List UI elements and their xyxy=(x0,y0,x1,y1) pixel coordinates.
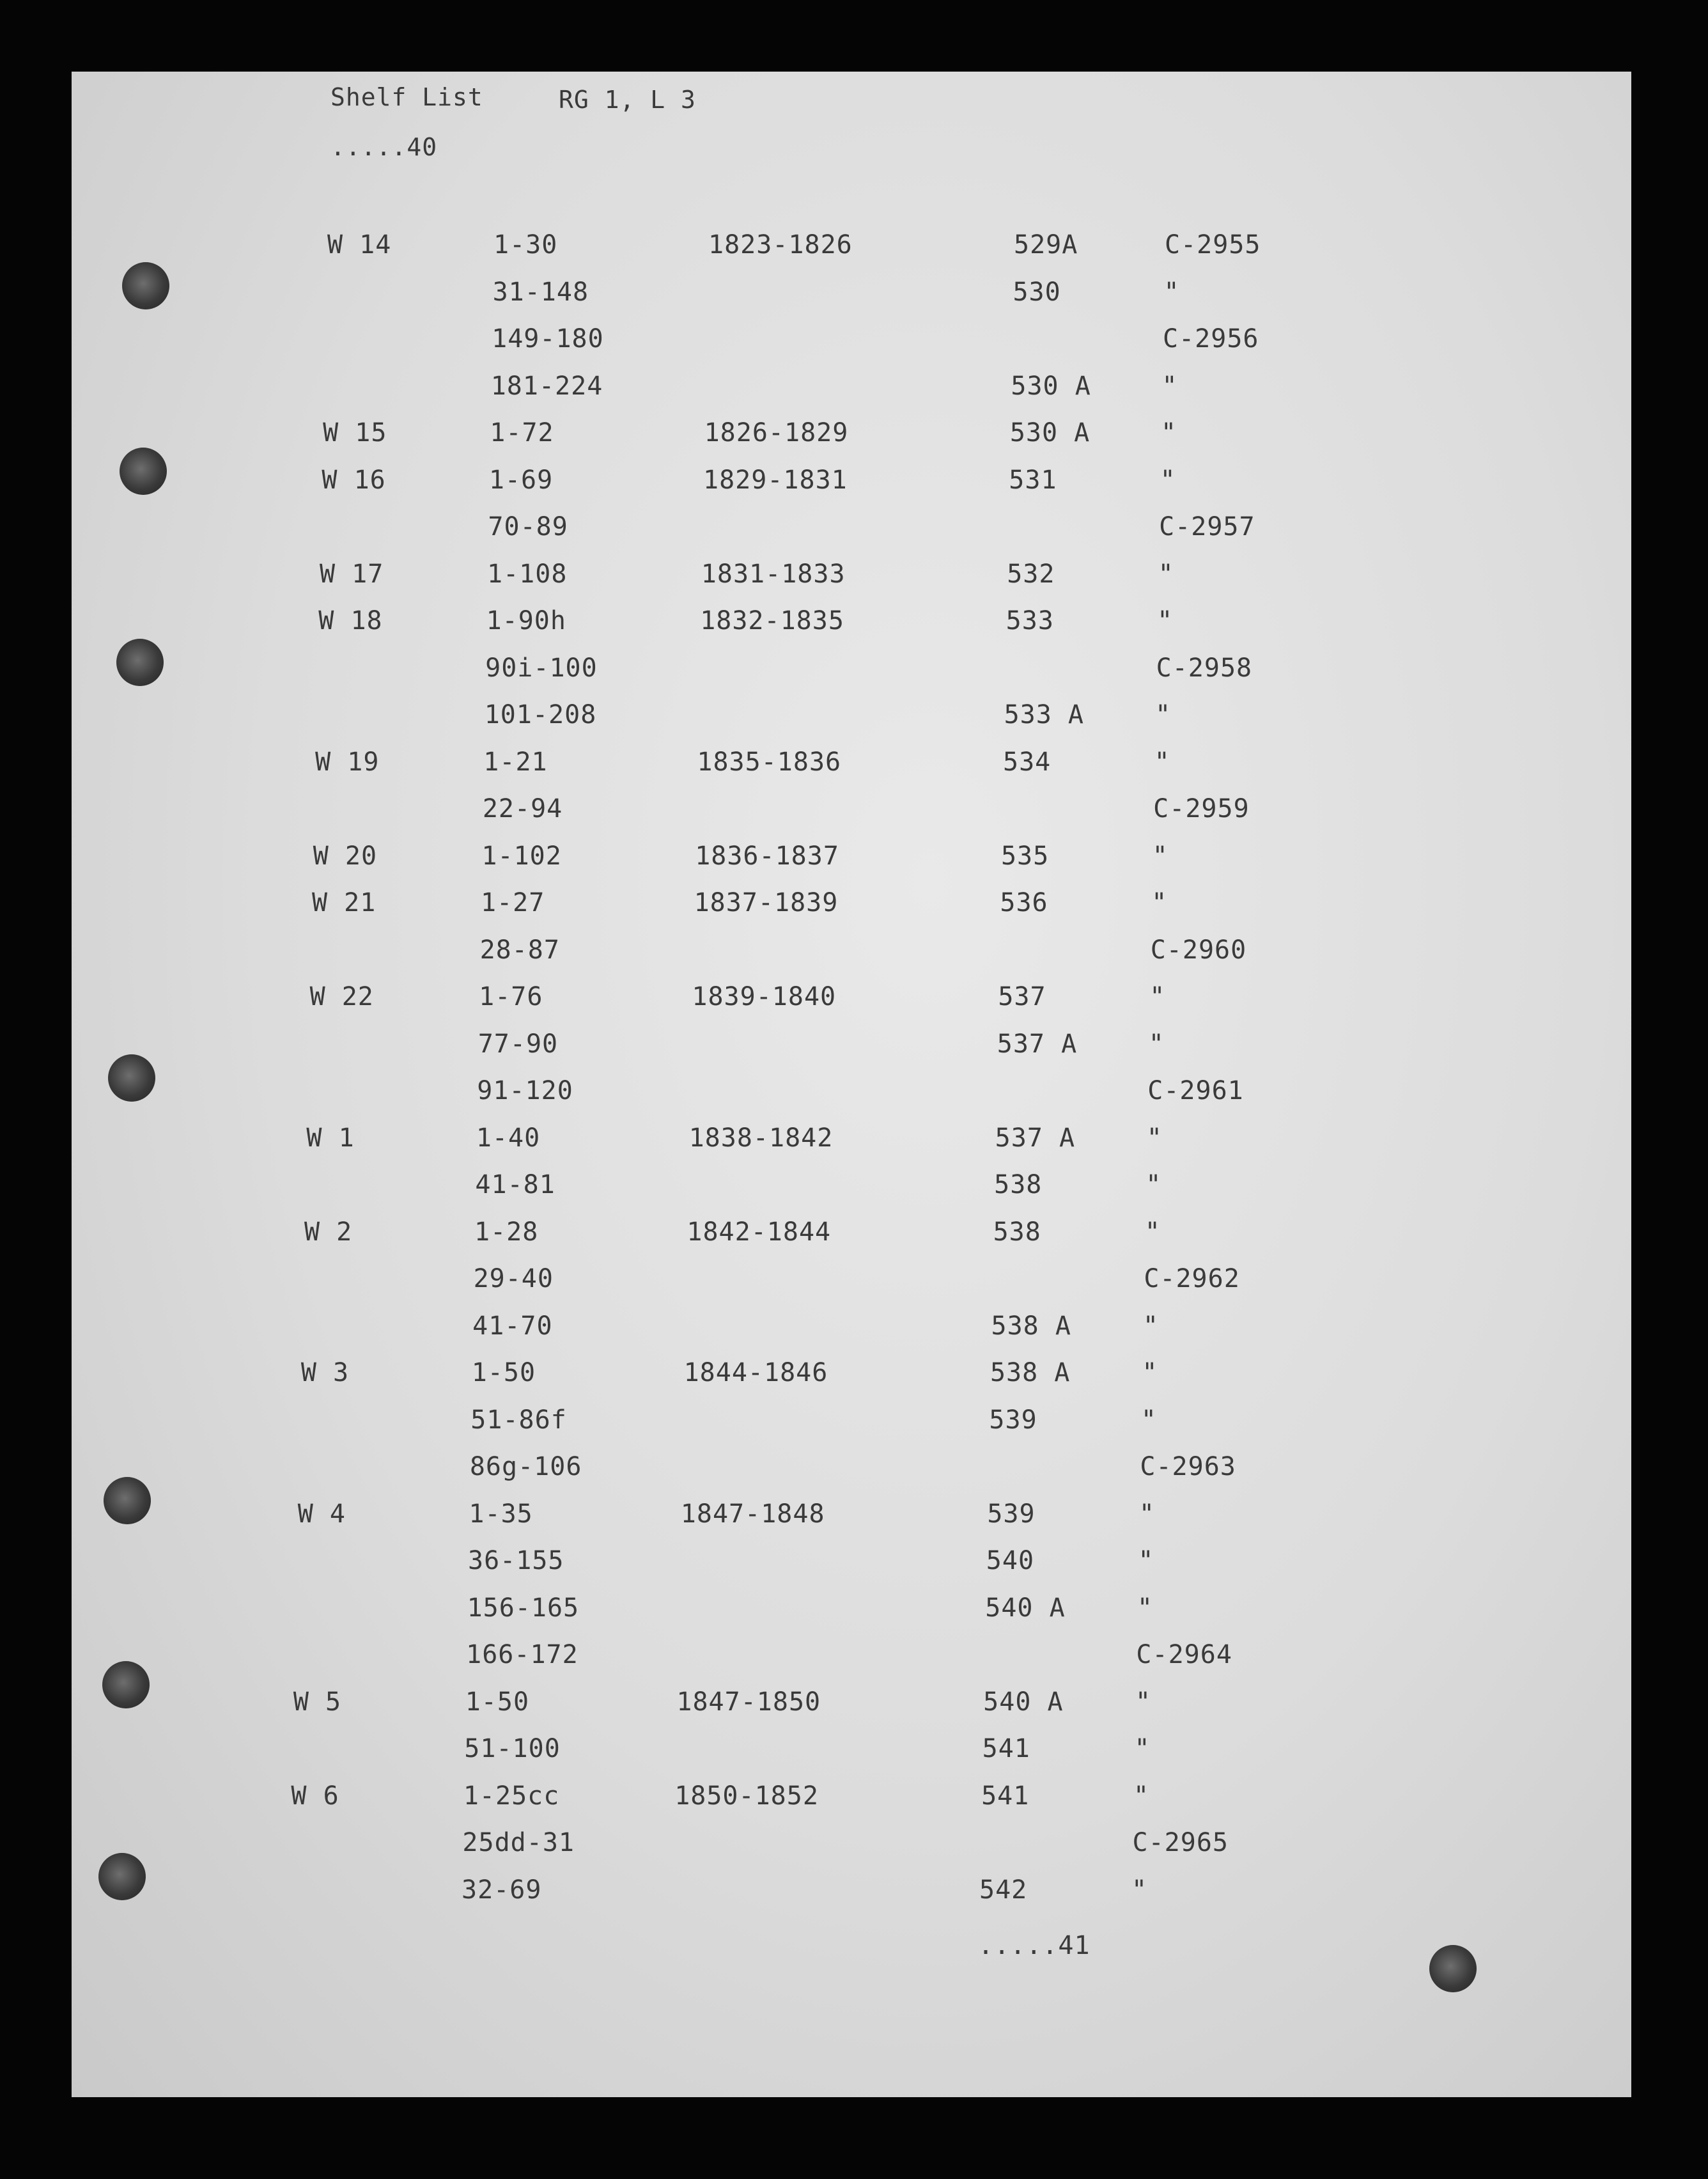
dates-cell: 1829-1831 xyxy=(703,465,848,495)
reel-cell: C-2963 xyxy=(1140,1452,1236,1481)
range-cell: 1-27 xyxy=(481,888,545,918)
range-cell: 51-86f xyxy=(470,1405,567,1435)
box-cell: 541 xyxy=(981,1781,1030,1811)
reel-cell: " xyxy=(1138,1499,1155,1529)
series-cell: W 16 xyxy=(322,465,386,495)
reel-cell: C-2956 xyxy=(1163,324,1259,354)
series-cell: W 20 xyxy=(313,841,378,871)
reel-cell: C-2965 xyxy=(1132,1828,1229,1857)
series-cell: W 3 xyxy=(300,1358,350,1387)
range-cell: 70-89 xyxy=(488,512,568,542)
box-cell: 532 xyxy=(1007,559,1055,589)
reel-cell: " xyxy=(1155,700,1172,730)
range-cell: 31-148 xyxy=(492,277,589,307)
punch-hole xyxy=(102,1661,150,1708)
dates-cell: 1832-1835 xyxy=(700,606,844,636)
range-cell: 1-72 xyxy=(490,418,554,448)
series-cell: W 5 xyxy=(293,1687,342,1717)
reel-cell: " xyxy=(1142,1311,1159,1341)
reel-cell: C-2962 xyxy=(1144,1264,1240,1293)
range-cell: 77-90 xyxy=(477,1029,559,1059)
reel-cell: C-2958 xyxy=(1156,653,1253,683)
range-cell: 28-87 xyxy=(479,935,560,965)
range-cell: 41-70 xyxy=(472,1311,553,1341)
dates-cell: 1844-1846 xyxy=(683,1358,828,1387)
range-cell: 166-172 xyxy=(466,1640,578,1669)
range-cell: 1-28 xyxy=(474,1217,539,1247)
range-cell: 1-35 xyxy=(469,1499,533,1529)
box-cell: 533 A xyxy=(1004,700,1084,730)
range-cell: 156-165 xyxy=(467,1593,580,1623)
box-cell: 537 A xyxy=(997,1029,1078,1059)
reel-cell: " xyxy=(1152,841,1168,871)
series-cell: W 22 xyxy=(309,982,374,1011)
box-cell: 530 A xyxy=(1011,371,1091,401)
series-cell: W 2 xyxy=(304,1217,353,1247)
dates-cell: 1835-1836 xyxy=(697,747,842,777)
series-cell: W 1 xyxy=(306,1123,355,1153)
box-cell: 529A xyxy=(1014,230,1078,260)
box-cell: 537 A xyxy=(995,1123,1076,1153)
box-cell: 538 A xyxy=(991,1311,1071,1341)
range-cell: 86g-106 xyxy=(469,1452,582,1481)
box-cell: 541 xyxy=(982,1734,1030,1763)
box-cell: 540 A xyxy=(983,1687,1064,1717)
reel-cell: " xyxy=(1163,277,1180,307)
box-cell: 535 xyxy=(1000,841,1050,871)
range-cell: 22-94 xyxy=(482,794,563,824)
range-cell: 1-40 xyxy=(476,1123,541,1153)
series-cell: W 15 xyxy=(323,418,387,448)
range-cell: 1-90h xyxy=(486,606,566,636)
reel-cell: C-2955 xyxy=(1165,230,1261,260)
range-cell: 1-30 xyxy=(493,230,558,260)
punch-hole xyxy=(98,1853,146,1900)
box-cell: 538 A xyxy=(990,1358,1071,1387)
dates-cell: 1837-1839 xyxy=(694,888,839,918)
punch-hole xyxy=(122,262,169,309)
range-cell: 1-25cc xyxy=(463,1781,560,1811)
series-cell: W 19 xyxy=(315,747,380,777)
reel-cell: " xyxy=(1146,1123,1163,1153)
dates-cell: 1839-1840 xyxy=(692,982,837,1011)
range-cell: 32-69 xyxy=(462,1875,542,1905)
punch-hole xyxy=(116,639,164,686)
record-group: RG 1, L 3 xyxy=(559,86,696,114)
reel-cell: " xyxy=(1148,1029,1165,1059)
reel-cell: " xyxy=(1145,1170,1162,1199)
dates-cell: 1847-1848 xyxy=(680,1499,825,1529)
range-cell: 149-180 xyxy=(492,324,604,354)
box-cell: 540 A xyxy=(985,1593,1066,1623)
range-cell: 1-21 xyxy=(483,747,548,777)
box-cell: 539 xyxy=(987,1499,1036,1529)
series-cell: W 21 xyxy=(312,888,377,918)
range-cell: 1-50 xyxy=(471,1358,536,1387)
punch-hole xyxy=(120,448,167,495)
box-cell: 530 A xyxy=(1009,418,1091,448)
box-cell: 533 xyxy=(1005,606,1054,636)
box-cell: 530 xyxy=(1013,277,1061,307)
dates-cell: 1826-1829 xyxy=(704,418,849,448)
range-cell: 101-208 xyxy=(484,700,597,730)
box-cell: 538 xyxy=(993,1217,1041,1247)
range-cell: 91-120 xyxy=(477,1076,573,1105)
reel-cell: " xyxy=(1161,418,1177,448)
reel-cell: " xyxy=(1135,1687,1152,1717)
punch-hole xyxy=(1429,1945,1477,1992)
reel-cell: C-2964 xyxy=(1136,1640,1232,1669)
box-cell: 542 xyxy=(979,1875,1028,1905)
reel-cell: " xyxy=(1142,1358,1158,1387)
paper-sheet xyxy=(72,72,1631,2097)
range-cell: 1-102 xyxy=(481,841,562,871)
reel-cell: " xyxy=(1137,1593,1153,1623)
series-cell: W 17 xyxy=(320,559,384,589)
range-cell: 36-155 xyxy=(468,1546,564,1575)
dates-cell: 1838-1842 xyxy=(688,1123,834,1153)
series-cell: W 4 xyxy=(297,1499,346,1529)
punch-hole xyxy=(104,1477,151,1524)
punch-hole xyxy=(108,1054,155,1102)
dates-cell: 1847-1850 xyxy=(676,1687,821,1717)
range-cell: 29-40 xyxy=(473,1264,554,1293)
reel-cell: " xyxy=(1158,559,1174,589)
previous-page-ref: .....40 xyxy=(330,133,438,161)
reel-cell: " xyxy=(1160,465,1176,495)
range-cell: 25dd-31 xyxy=(462,1828,575,1857)
reel-cell: " xyxy=(1138,1546,1154,1575)
reel-cell: " xyxy=(1154,747,1170,777)
dates-cell: 1850-1852 xyxy=(674,1781,819,1811)
box-cell: 536 xyxy=(1000,888,1048,918)
next-page-ref: .....41 xyxy=(978,1931,1091,1960)
reel-cell: " xyxy=(1140,1405,1157,1435)
range-cell: 1-108 xyxy=(487,559,568,589)
range-cell: 1-69 xyxy=(488,465,554,495)
series-cell: W 14 xyxy=(327,230,392,260)
reel-cell: " xyxy=(1133,1781,1150,1811)
reel-cell: " xyxy=(1151,888,1168,918)
dates-cell: 1831-1833 xyxy=(701,559,846,589)
dates-cell: 1823-1826 xyxy=(708,230,853,260)
reel-cell: " xyxy=(1161,371,1178,401)
reel-cell: C-2959 xyxy=(1153,794,1250,824)
reel-cell: " xyxy=(1134,1734,1151,1763)
series-cell: W 18 xyxy=(318,606,383,636)
shelf-list-title: Shelf List xyxy=(330,83,483,111)
reel-cell: C-2961 xyxy=(1147,1076,1244,1105)
reel-cell: " xyxy=(1144,1217,1161,1247)
box-cell: 538 xyxy=(994,1170,1043,1199)
reel-cell: " xyxy=(1157,606,1174,636)
series-cell: W 6 xyxy=(291,1781,339,1811)
range-cell: 41-81 xyxy=(475,1170,555,1199)
box-cell: 540 xyxy=(986,1546,1035,1575)
dates-cell: 1836-1837 xyxy=(695,841,839,871)
reel-cell: " xyxy=(1149,982,1166,1011)
box-cell: 531 xyxy=(1009,465,1057,495)
dates-cell: 1842-1844 xyxy=(687,1217,832,1247)
reel-cell: " xyxy=(1131,1875,1148,1905)
range-cell: 181-224 xyxy=(490,371,603,401)
box-cell: 539 xyxy=(989,1405,1037,1435)
range-cell: 90i-100 xyxy=(485,653,598,683)
range-cell: 1-50 xyxy=(465,1687,530,1717)
range-cell: 51-100 xyxy=(464,1734,561,1763)
reel-cell: C-2960 xyxy=(1150,935,1247,965)
box-cell: 534 xyxy=(1003,747,1052,777)
reel-cell: C-2957 xyxy=(1159,512,1255,542)
range-cell: 1-76 xyxy=(479,982,543,1011)
box-cell: 537 xyxy=(998,982,1046,1011)
